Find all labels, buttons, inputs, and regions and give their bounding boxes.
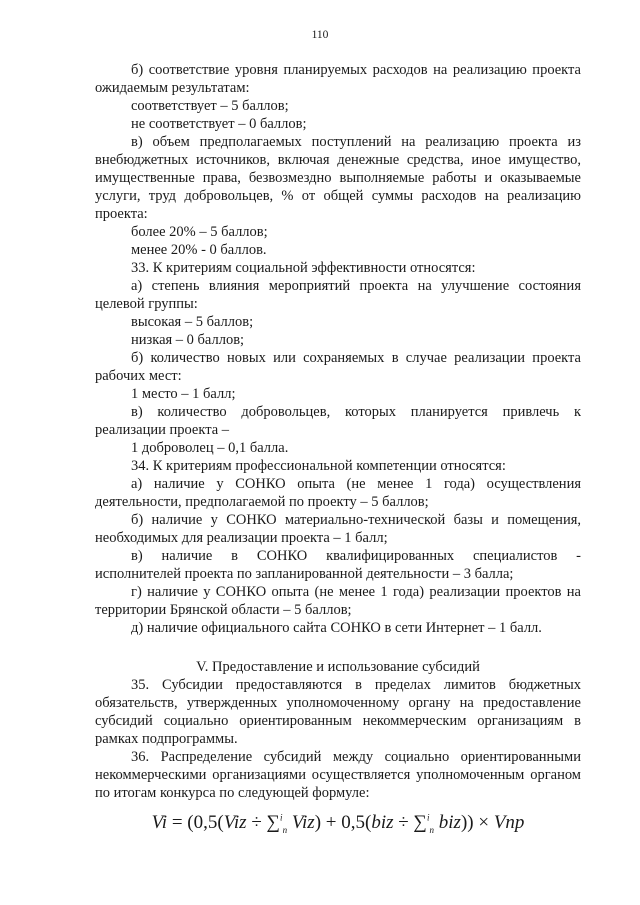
- text-line: услуги, труд добровольцев, % от общей суммы расходов на реализацию: [95, 188, 581, 204]
- text-line: рамках подпрограммы.: [95, 731, 238, 747]
- text-line: целевой группы:: [95, 296, 198, 312]
- text-line: а) наличие у СОНКО опыта (не менее 1 года) осуществления: [131, 476, 581, 492]
- text-line: 1 место – 1 балл;: [131, 386, 236, 402]
- text-line: 34. К критериям профессиональной компетенции относятся:: [131, 458, 506, 474]
- subsidy-formula: [95, 812, 581, 835]
- text-line: ожидаемым результатам:: [95, 80, 250, 96]
- text-line: проекта:: [95, 206, 148, 222]
- formula-operator: ) + 0,5(: [314, 812, 372, 833]
- text-line: соответствует – 5 баллов;: [131, 98, 289, 114]
- text-line: б) количество новых или сохраняемых в случае реализации проекта: [131, 350, 581, 366]
- formula-sub: n: [282, 824, 288, 835]
- page-number: 110: [311, 29, 329, 41]
- formula-sup: i: [426, 812, 430, 823]
- formula-term: biz: [434, 812, 461, 833]
- formula-operator: )) ×: [460, 812, 494, 833]
- text-line: 33. К критериям социальной эффективности относятся:: [131, 260, 476, 276]
- text-line: реализации проекта –: [95, 422, 230, 438]
- text-line: б) соответствие уровня планируемых расходов на реализацию проекта: [131, 62, 581, 78]
- formula-sup: i: [280, 812, 283, 823]
- formula-term: biz: [371, 812, 394, 833]
- text-line: б) наличие у СОНКО материально-технической базы и помещения,: [131, 512, 581, 528]
- text-line: в) количество добровольцев, которых планируется привлечь к: [131, 404, 581, 420]
- text-line: рабочих мест:: [95, 368, 182, 384]
- text-line: территории Брянской области – 5 баллов;: [95, 602, 352, 618]
- text-line: не соответствует – 0 баллов;: [131, 116, 307, 132]
- text-line: деятельности, предполагаемой по проекту – 5 баллов;: [95, 494, 429, 510]
- formula-sub: n: [429, 824, 434, 835]
- text-line: низкая – 0 баллов;: [131, 332, 245, 348]
- text-line: исполнителей проекта по запланированной деятельности – 3 балла;: [95, 566, 514, 582]
- text-line: более 20% – 5 баллов;: [131, 224, 268, 240]
- formula-operator: ÷ ∑: [393, 812, 427, 833]
- formula-operator: ÷ ∑: [246, 812, 281, 833]
- formula-operator: = (0,5(: [167, 812, 224, 833]
- text-line: в) объем предполагаемых поступлений на реализацию проекта из: [131, 134, 581, 150]
- text-line: 36. Распределение субсидий между социально ориентированными: [131, 749, 581, 765]
- text-line: обязательств, утвержденных уполномоченному органу на предоставление: [95, 695, 581, 711]
- text-line: высокая – 5 баллов;: [131, 314, 254, 330]
- text-line: необходимых для реализации проекта – 1 балл;: [95, 530, 388, 546]
- text-line: в) наличие в СОНКО квалифицированных специалистов -: [131, 548, 581, 564]
- formula-term: Viz: [223, 812, 247, 833]
- formula-term: Vnp: [493, 812, 525, 833]
- text-line: имущественные права, безвозмездно выполняемые работы и оказываемые: [95, 170, 581, 186]
- text-line: субсидий социально ориентированным некоммерческим организациям в: [95, 713, 581, 729]
- text-line: некоммерческими организациями осуществляется уполномоченным органом: [95, 767, 581, 783]
- text-line: менее 20% - 0 баллов.: [131, 242, 267, 258]
- formula-lhs: Vi: [151, 812, 168, 833]
- text-line: а) степень влияния мероприятий проекта на улучшение состояния: [131, 278, 581, 294]
- text-line: д) наличие официального сайта СОНКО в сети Интернет – 1 балл.: [131, 620, 542, 636]
- section-heading: V. Предоставление и использование субсидий: [196, 659, 480, 675]
- text-line: 1 доброволец – 0,1 балла.: [131, 440, 289, 456]
- text-line: 35. Субсидии предоставляются в пределах лимитов бюджетных: [131, 677, 581, 693]
- text-line: г) наличие у СОНКО опыта (не менее 1 года) реализации проектов на: [131, 584, 581, 600]
- text-line: внебюджетных источников, включая денежные средства, иное имущество,: [95, 152, 581, 168]
- formula-term: Viz: [287, 812, 315, 833]
- text-line: по итогам конкурса по следующей формуле:: [95, 785, 370, 801]
